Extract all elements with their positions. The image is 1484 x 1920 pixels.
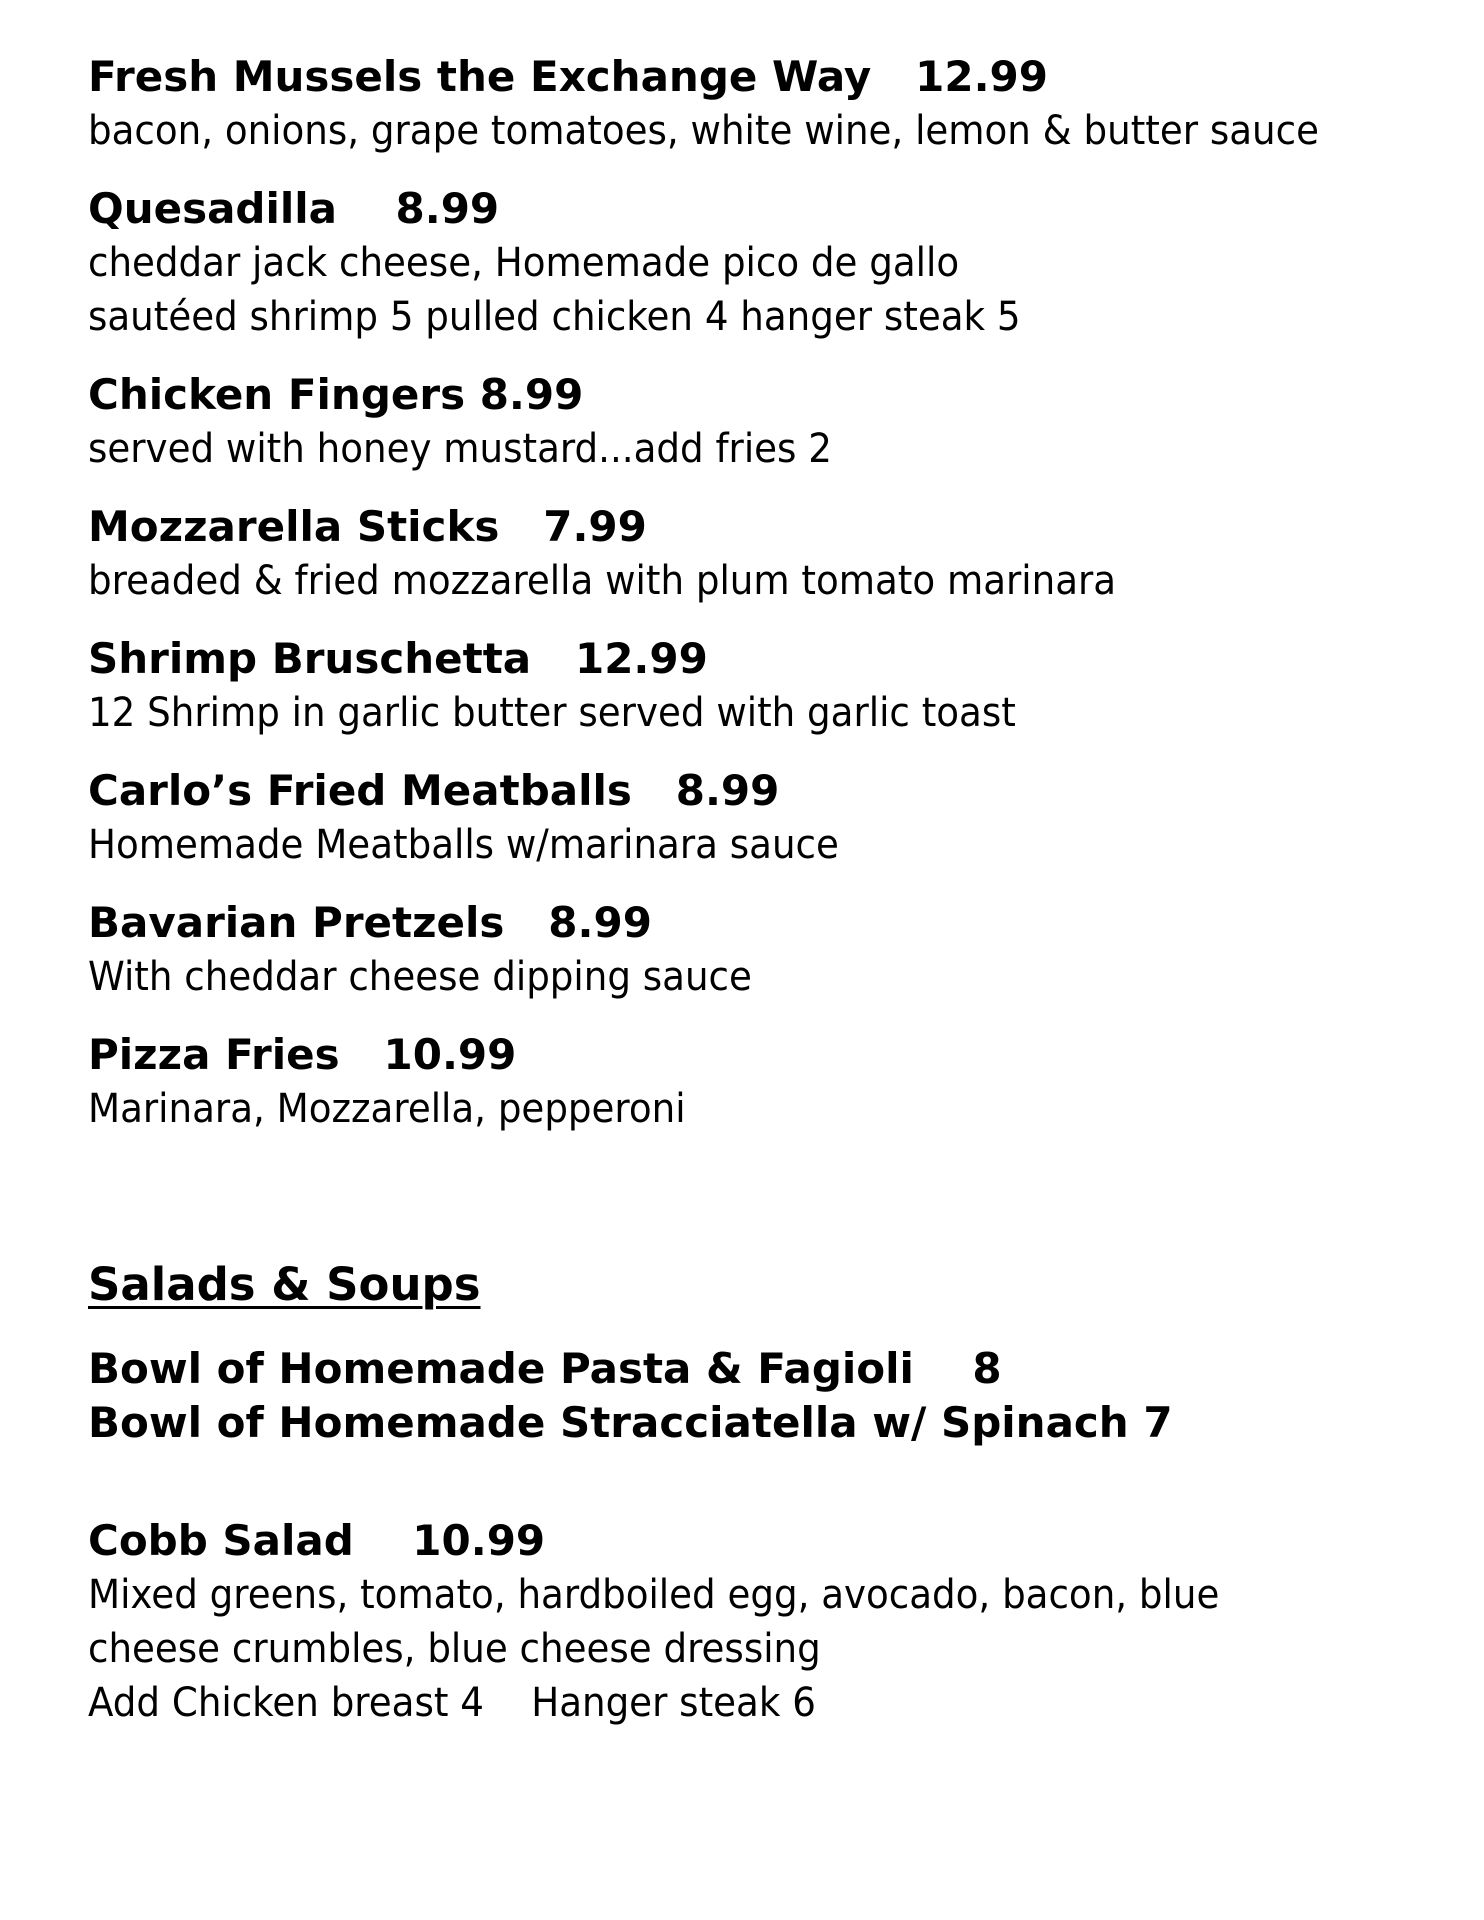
- item-description: breaded & fried mozzarella with plum tomato marinara: [88, 558, 1117, 604]
- item-title: Pizza Fries 10.99: [88, 1030, 517, 1079]
- section-spacer: [88, 1160, 1444, 1256]
- item-description: Homemade Meatballs w/marinara sauce: [88, 822, 839, 868]
- item-addons: Add Chicken breast 4 Hanger steak 6: [88, 1680, 816, 1726]
- item-title: Quesadilla 8.99: [88, 184, 500, 233]
- menu-item-fried-meatballs: [88, 764, 1444, 872]
- item-title: Cobb Salad 10.99: [88, 1516, 546, 1565]
- menu-item-mussels: [88, 50, 1444, 158]
- item-description: With cheddar cheese dipping sauce: [88, 954, 752, 1000]
- item-title: Mozzarella Sticks 7.99: [88, 502, 647, 551]
- item-title: Chicken Fingers 8.99: [88, 370, 584, 419]
- section-header-salads-soups: Salads & Soups: [88, 1258, 481, 1311]
- item-description: bacon, onions, grape tomatoes, white wine, lemon & butter sauce: [88, 108, 1319, 154]
- item-title: Carlo’s Fried Meatballs 8.99: [88, 766, 780, 815]
- item-description: 12 Shrimp in garlic butter served with garlic toast: [88, 690, 1016, 736]
- item-description: Marinara, Mozzarella, pepperoni: [88, 1086, 686, 1132]
- item-description: cheddar jack cheese, Homemade pico de gallo: [88, 240, 960, 286]
- menu-item-quesadilla: [88, 182, 1444, 344]
- menu-page: [88, 50, 1444, 1754]
- menu-item-chicken-fingers: [88, 368, 1444, 476]
- item-title: Fresh Mussels the Exchange Way 12.99: [88, 52, 1048, 101]
- menu-item-shrimp-bruschetta: [88, 632, 1444, 740]
- item-title: Bavarian Pretzels 8.99: [88, 898, 652, 947]
- soup-item: Bowl of Homemade Stracciatella w/ Spinach 7: [88, 1398, 1173, 1447]
- menu-item-bavarian-pretzels: [88, 896, 1444, 1004]
- item-description: cheese crumbles, blue cheese dressing: [88, 1626, 821, 1672]
- soups-list: [88, 1342, 1444, 1450]
- menu-item-pizza-fries: [88, 1028, 1444, 1136]
- item-addons: sautéed shrimp 5 pulled chicken 4 hanger steak 5: [88, 294, 1021, 340]
- item-description: served with honey mustard...add fries 2: [88, 426, 832, 472]
- soup-item: Bowl of Homemade Pasta & Fagioli 8: [88, 1344, 1002, 1393]
- menu-item-cobb-salad: [88, 1514, 1444, 1730]
- item-title: Shrimp Bruschetta 12.99: [88, 634, 708, 683]
- item-description: Mixed greens, tomato, hardboiled egg, avocado, bacon, blue: [88, 1572, 1220, 1618]
- menu-item-mozzarella-sticks: [88, 500, 1444, 608]
